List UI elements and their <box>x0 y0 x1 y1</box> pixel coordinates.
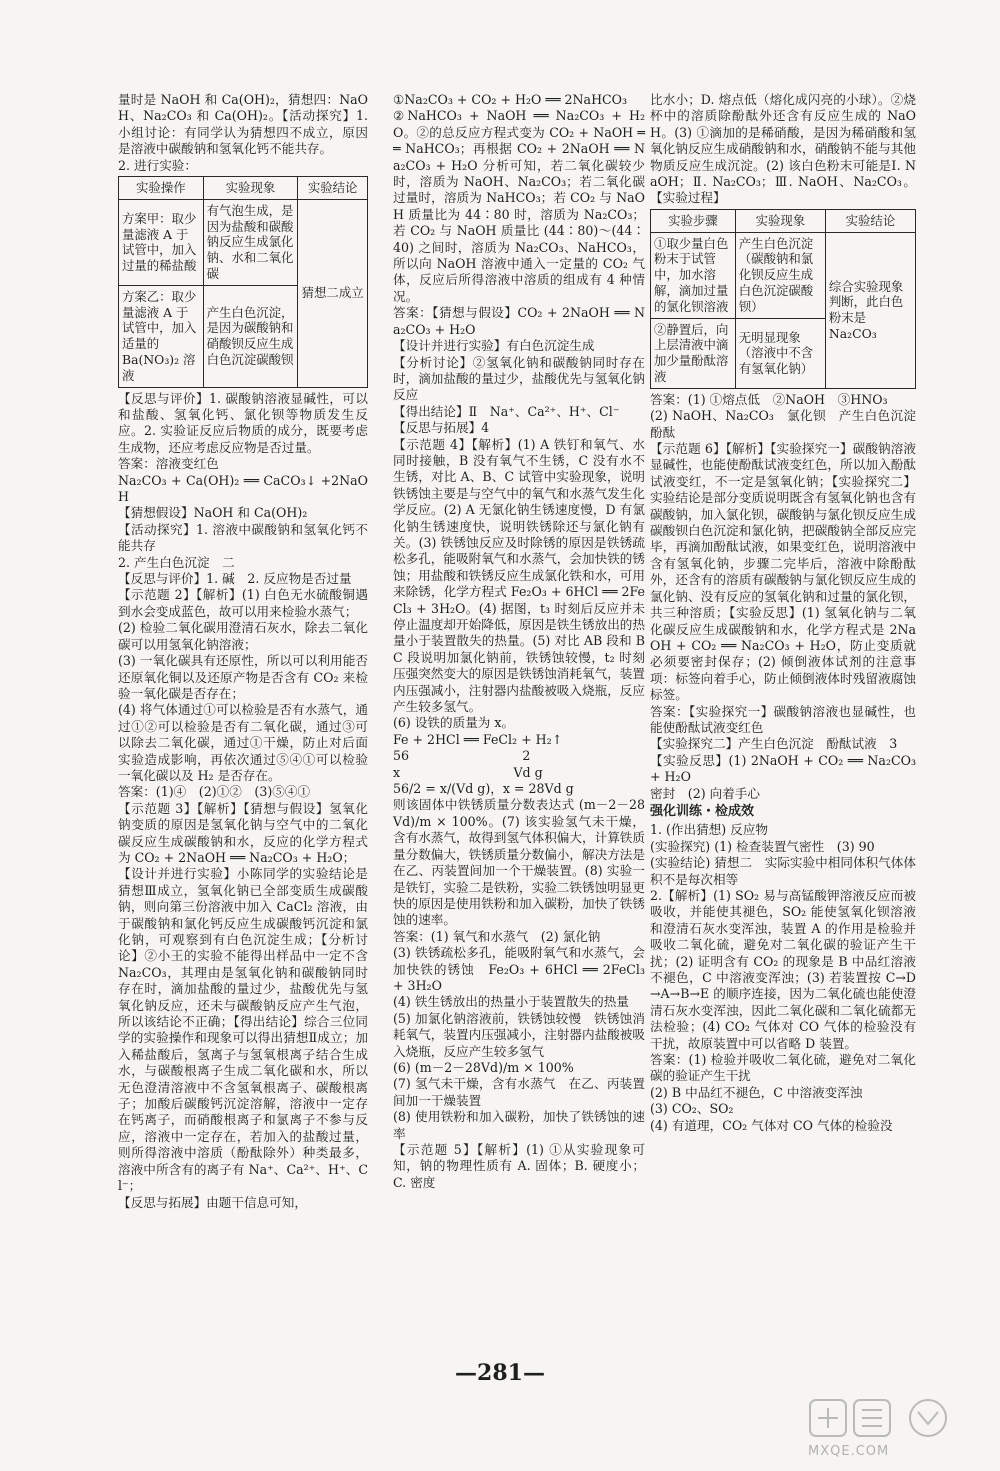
experiment-table-1 <box>118 176 368 388</box>
col1-body: 【反思与评价】1. 碳酸钠溶液显碱性，可以和盐酸、氢氧化钙、氯化钡等物质发生反应。2. 实验证反应后物质的成分，既要考虑生成物，还应考虑反应物是否过量。 答案：溶液变红色 Na₂CO₃ + Ca(OH)₂ ══ CaCO₃↓ +2NaOH 【猜想假设】NaOH 和 Ca(OH)₂ 【活动探究】1. 溶液中碳酸钠和氢氧化钙不能共存 2. 产生白色沉淀 二 【反思与评价】1. 碱 2. 反应物是否过量 【示范题 2】【解析】(1) 白色无水硫酸铜遇到水会变成蓝色，故可以用来检验水蒸气； (2) 检验二氧化碳用澄清石灰水，除去二氧化碳可以用氢氧化钠溶液； (3) 一氧化碳具有还原性，所以可以利用能否还原氧化铜以及还原产物是否含有 CO₂ 来检验一氧化碳是否存在； (4) 将气体通过①可以检验是否有水蒸气，通过①②可以检验是否有二氧化碳，通过③可以除去二氧化碳，通过①干燥，防止对后面实验造成影响，再依次通过⑤④①可以检验一氧化碳以及 H₂ 是否存在。 答案：(1)④ (2)①② (3)⑤④① 【示范题 3】【解析】【猜想与假设】氢氧化钠变质的原因是氢氧化钠与空气中的二氧化碳反应生成碳酸钠和水，反应的化学方程式为 CO₂ + 2NaOH ══ Na₂CO₃ + H₂O； 【设计并进行实验】小陈同学的实验结论是猜想Ⅲ成立，氢氧化钠已全部变质生成碳酸钠，则向第三份溶液中加入 CaCl₂ 溶液，由于碳酸钠和氯化钙反应生成碳酸钙沉淀和氯化钠，可观察到有白色沉淀生成；【分析讨论】②小王的实验不能得出样品中一定不含 Na₂CO₃，其理由是氢氧化钠和碳酸钠同时存在时，滴加盐酸的量过少，盐酸优先与氢氧化钠反应，还未与碳酸钠反应产生气泡，所以该结论不正确；【得出结论】综合三位同学的实验操作和现象可以得出猜想Ⅱ成立；加入稀盐酸后，氢离子与氢氧根离子结合生成水，与碳酸根离子生成二氧化碳和水，所以无色澄清溶液中不含氢氧根离子、碳酸根离子；加酸后碳酸钙沉淀溶解，溶液中一定存在钙离子，而硝酸根离子和氯离子不参与反应，溶液中一定存在，若加入的盐酸过量，则所得溶液中溶质（酚酞除外）种类最多，溶液中所含有的离子有 Na⁺、Ca²⁺、H⁺、Cl⁻； 【反思与拓展】由题干信息可知， <box>118 390 368 1210</box>
section-heading: 强化训练・检成效 <box>650 803 755 819</box>
table2-conclusion: 综合实验现象判断，此白色粉末是 Na₂CO₃ <box>825 232 915 388</box>
table2-header-step: 实验步骤 <box>651 209 736 232</box>
table2-row1-phenomenon: 产生白色沉淀（碳酸钠和氯化钡反应生成白色沉淀碳酸钡） <box>735 232 825 318</box>
table1-header-operation: 实验操作 <box>119 177 204 200</box>
table1-row1-operation: 方案甲：取少量滤液 A 于试管中，加入过量的稀盐酸 <box>119 199 204 285</box>
table1-row1-phenomenon: 有气泡生成，是因为盐酸和碳酸钠反应生成氯化钠、水和二氧化碳 <box>203 199 298 285</box>
watermark-url: MXQE.COM <box>808 1444 890 1459</box>
experiment-table-2 <box>650 209 916 389</box>
col3-body: 答案：(1) ①熔点低 ②NaOH ③HNO₃ (2) NaOH、Na₂CO₃ 氯化钡 产生白色沉淀 酚酞 【示范题 6】【解析】【实验探究一】碳酸钠溶液显碱性，也能使酚酞试液变红色，所以加入酚酞试液变红，不一定是氢氧化钠；【实验探究二】实验结论是部分变质说明既含有氢氧化钠也含有碳酸钠，加入氯化钡，碳酸钠与氯化钡反应生成碳酸钡白色沉淀和氯化钠，把碳酸钠全部反应完毕，再滴加酚酞试液，如果变红色，说明溶液中含有氢氧化钠，步骤二完毕后，溶液中除酚酞外，还含有的溶质有碳酸钠与氯化钡反应生成的氯化钠、没有反应的氢氧化钠和过量的氯化钡，共三种溶质；【实验反思】(1) 氢氧化钠与二氧化碳反应生成碳酸钠和水，化学方程式是 2NaOH + CO₂ ══ Na₂CO₃ + H₂O，防止变质就必须要密封保存；(2) 倾倒液体试剂的注意事项：标签向着手心，防止倾倒液体时残留液腐蚀标签。 答案：【实验探究一】碳酸钠溶液也显碱性，也能使酚酞试液变红色 【实验探究二】产生白色沉淀 酚酞试液 3 【实验反思】(1) 2NaOH + CO₂ ══ Na₂CO₃ + H₂O 密封 (2) 向着手心 <box>650 391 916 801</box>
table2-row1-step: ①取少量白色粉末于试管中，加水溶解，滴加过量的氯化钡溶液 <box>651 232 736 318</box>
watermark <box>808 1396 978 1464</box>
col2-body: ①Na₂CO₃ + CO₂ + H₂O ══ 2NaHCO₃ ②NaHCO₃ + NaOH ══ Na₂CO₃ + H₂O。②的总反应方程式变为 CO₂ + NaOH ══ NaHCO₃；再根据 CO₂ + 2NaOH ══ Na₂CO₃ + H₂O 分析可知，若二氧化碳较少时，溶质为 NaOH、Na₂CO₃；若二氧化碳过量时，溶质为 NaHCO₃；若 CO₂ 与 NaOH 质量比为 44∶80 时，溶质为 Na₂CO₃；若 CO₂ 与 NaOH 质量比 (44∶80)～(44∶40) 之间时，溶质为 Na₂CO₃、NaHCO₃，所以向 NaOH 溶液中通入一定量的 CO₂ 气体，反应后所得溶液中溶质的组成有 4 种情况。 答案：【猜想与假设】CO₂ + 2NaOH ══ Na₂CO₃ + H₂O 【设计并进行实验】有白色沉淀生成 【分析讨论】②氢氧化钠和碳酸钠同时存在时，滴加盐酸的量过少，盐酸优先与氢氧化钠反应 【得出结论】Ⅱ Na⁺、Ca²⁺、H⁺、Cl⁻ 【反思与拓展】4 【示范题 4】【解析】(1) A 铁钉和氧气、水同时接触，B 没有氧气不生锈，C 没有水不生锈，对比 A、B、C 试管中实验现象，说明铁锈蚀主要是与空气中的氧气和水蒸气发生化学反应。(2) A 无氯化钠生锈速度慢，D 有氯化钠生锈速度快，说明铁锈除还与氯化钠有关。(3) 铁锈蚀反应及时除锈的原因是铁锈疏松多孔，能吸附氧气和水蒸气，会加快铁的锈蚀；用盐酸和铁锈反应生成氯化铁和水，可用来除锈，化学方程式 Fe₂O₃ + 6HCl ══ 2FeCl₃ + 3H₂O。(4) 据图，t₃ 时刻后反应并未停止温度却开始降低，原因是铁生锈放出的热量小于装置散失的热量。(5) 对比 AB 段和 BC 段说明加氯化钠前，铁锈蚀较慢，t₂ 时刻压强突然变大的原因是铁锈蚀消耗氧气，装置内压强减小，注射器内盐酸被吸入烧瓶，反应产生较多氢气。 (6) 设铁的质量为 x。 Fe + 2HCl ══ FeCl₂ + H₂↑ 56 2 x Vd g 56/2 = x/(Vd g)，x = 28Vd g 则该固体中铁锈质量分数表达式 (m－2－28Vd)/m × 100%。(7) 该实验氢气未干燥，含有水蒸气，故得到氢气体积偏大，计算铁质量分数偏大，铁锈质量分数偏小，解决方法是在乙、丙装置间加一个干燥装置。(8) 实验一是铁钉，实验二是铁粉，实验二铁锈蚀明显更快的原因是使用铁粉和加入碳粉，加快了铁锈蚀的速率。 答案：(1) 氧气和水蒸气 (2) 氯化钠 (3) 铁锈疏松多孔，能吸附氧气和水蒸气，会加快铁的锈蚀 Fe₂O₃ + 6HCl ══ 2FeCl₃ + 3H₂O (4) 铁生锈放出的热量小于装置散失的热量 (5) 加氯化钠溶液前，铁锈蚀较慢 铁锈蚀消耗氧气，装置内压强减小，注射器内盐酸被吸入烧瓶，反应产生较多氢气 (6) (m－2－28Vd)/m × 100% (7) 氢气未干燥，含有水蒸气 在乙、丙装置间加一干燥装置 (8) 使用铁粉和加入碳粉，加快了铁锈蚀的速率 【示范题 5】【解析】(1) ①从实验现象可知，钠的物理性质有 A. 固体；B. 硬度小；C. 密度 <box>393 92 645 1190</box>
col1-intro: 量时是 NaOH 和 Ca(OH)₂，猜想四：NaOH、Na₂CO₃ 和 Ca(OH)₂。【活动探究】1. 小组讨论：有同学认为猜想四不成立，原因是溶液中碳酸钠和氢氧化钙不能共存。 2. 进行实验： <box>118 92 368 173</box>
table2-header-conclusion: 实验结论 <box>825 209 915 232</box>
table2-header-phenomenon: 实验现象 <box>735 209 825 232</box>
page-number: —281— <box>455 1360 545 1386</box>
table1-header-conclusion: 实验结论 <box>298 177 368 200</box>
column-left <box>118 92 368 1211</box>
table1-row2-operation: 方案乙：取少量滤液 A 于试管中，加入适量的 Ba(NO₃)₂ 溶液 <box>119 285 204 387</box>
watermark-logo-icon <box>808 1396 978 1440</box>
table1-row2-phenomenon: 产生白色沉淀，是因为碳酸钠和硝酸钡反应生成白色沉淀碳酸钡 <box>203 285 298 387</box>
table1-header-phenomenon: 实验现象 <box>203 177 298 200</box>
column-right <box>650 92 916 1134</box>
col3-exercises: 1. (作出猜想) 反应物 (实验探究) (1) 检查装置气密性 (3) 90 (实验结论) 猜想二 实际实验中相同体积气体体积不是每次相等 2.【解析】(1) SO₂ 易与高锰酸钾溶液反应而被吸收，并能使其褪色，SO₂ 能使氢氧化钡溶液和澄清石灰水变浑浊，装置 A 的作用是检验并吸收二氧化硫，避免对二氧化碳的验证产生干扰；(2) 证明含有 CO₂ 的现象是 B 中品红溶液不褪色，C 中溶液变浑浊；(3) 若装置按 C→D→A→B→E 的顺序连接，因为二氧化硫也能使澄清石灰水变浑浊，因此二氧化碳和二氧化硫都无法检验；(4) CO₂ 气体对 CO 气体的检验没有干扰，故原装置中可以省略 D 装置。 答案：(1) 检验并吸收二氧化硫，避免对二氧化碳的验证产生干扰 (2) B 中品红不褪色，C 中溶液变浑浊 (3) CO₂、SO₂ (4) 有道理，CO₂ 气体对 CO 气体的检验没 <box>650 822 916 1133</box>
table1-conclusion: 猜想二成立 <box>298 199 368 387</box>
table2-row2-phenomenon: 无明显现象（溶液中不含有氢氧化钠） <box>735 318 825 388</box>
column-middle <box>393 92 645 1191</box>
col3-intro: 比水小；D. 熔点低（熔化成闪亮的小球）。②烧杯中的溶质除酚酞外还含有反应生成的 NaOH。(3) ①滴加的是稀硝酸，是因为稀硝酸和氢氧化钠反应生成硝酸钠和水，硝酸钠不能与其他物质反应生成沉淀。(2) 该白色粉末可能是Ⅰ. NaOH；Ⅱ. Na₂CO₃；Ⅲ. NaOH、Na₂CO₃。【实验过程】 <box>650 92 916 206</box>
table2-row2-step: ②静置后，向上层清液中滴加少量酚酞溶液 <box>651 318 736 388</box>
